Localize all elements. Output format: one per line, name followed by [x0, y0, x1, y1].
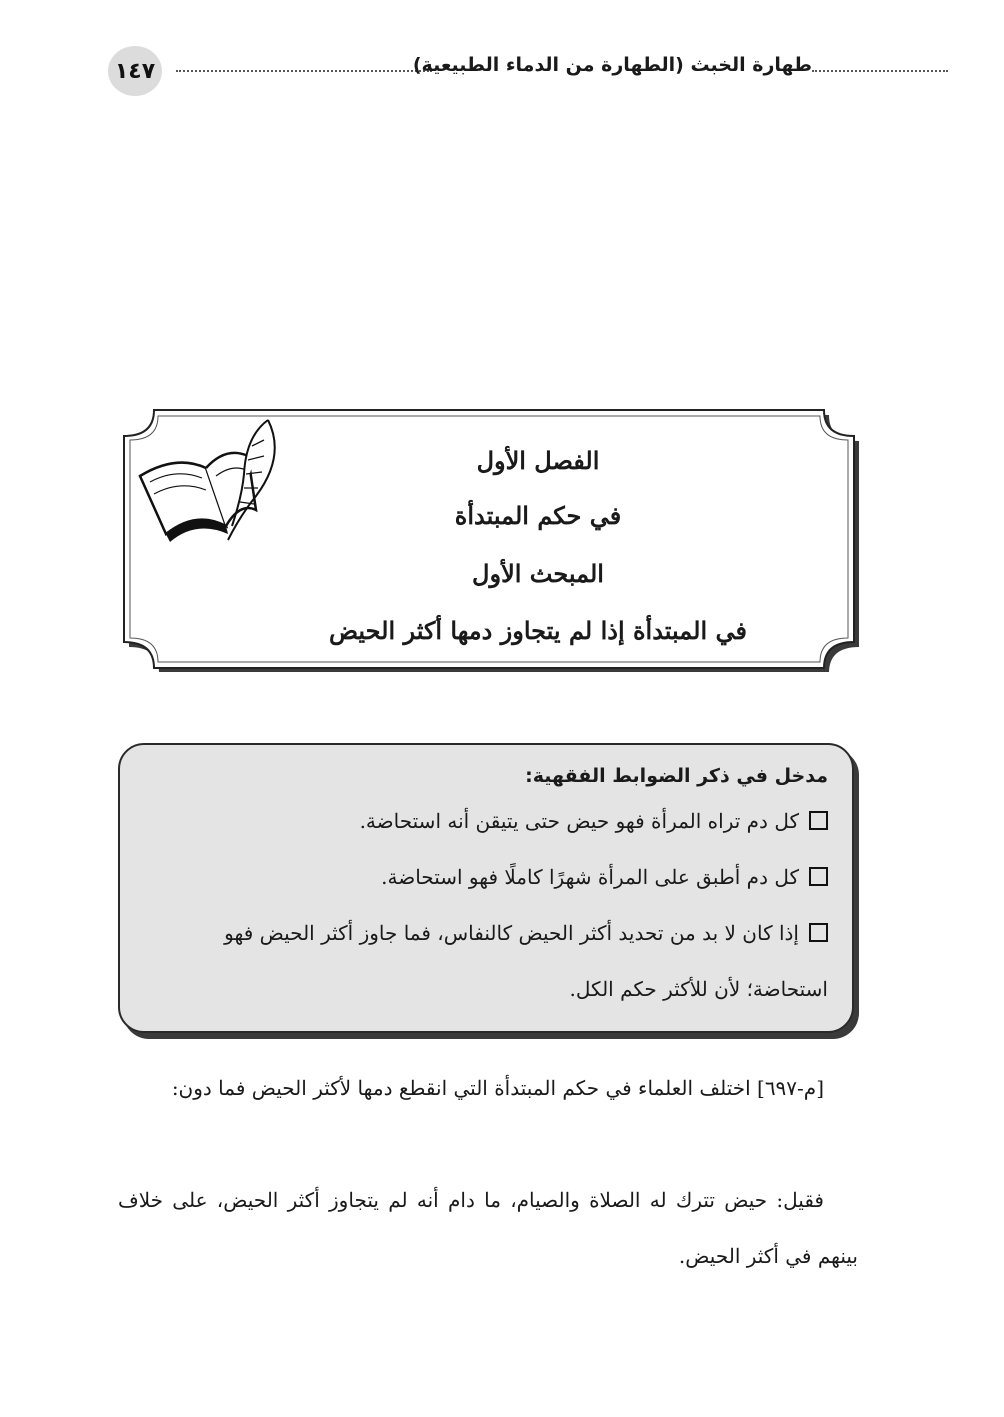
chapter-heading: الفصل الأول	[476, 446, 600, 475]
checkbox-bullet-icon	[809, 811, 828, 830]
section-heading: المبحث الأول	[472, 559, 604, 588]
checkbox-bullet-icon	[809, 923, 828, 942]
rule-item	[138, 905, 828, 1017]
rule-text: كل دم تراه المرأة فهو حيض حتى يتيقن أنه استحاضة.	[359, 809, 799, 833]
body-paragraph	[118, 1172, 858, 1284]
chapter-subject: في حكم المبتدأة	[454, 501, 622, 530]
paragraph-text: [م-٦٩٧] اختلف العلماء في حكم المبتدأة التي انقطع دمها لأكثر الحيض فما دون:	[171, 1076, 824, 1100]
body-paragraph	[118, 1060, 858, 1116]
rule-item	[138, 793, 828, 849]
chapter-title-frame	[118, 406, 860, 672]
dotted-leader-right	[812, 70, 948, 72]
checkbox-bullet-icon	[809, 867, 828, 886]
rule-text: كل دم أطبق على المرأة شهرًا كاملًا فهو استحاضة.	[381, 865, 799, 889]
rules-heading: مدخل في ذكر الضوابط الفقهية:	[525, 765, 828, 787]
running-header	[108, 46, 848, 96]
running-title: طهارة الخبث (الطهارة من الدماء الطبيعية)	[412, 54, 812, 76]
page-number: ١٤٧	[108, 46, 162, 96]
paragraph-text: فقيل: حيض تترك له الصلاة والصيام، ما دام أنه لم يتجاوز أكثر الحيض، على خلاف بينهم في أكثر الحيض.	[118, 1188, 858, 1268]
section-subject: في المبتدأة إذا لم يتجاوز دمها أكثر الحيض	[329, 616, 747, 645]
rule-text: إذا كان لا بد من تحديد أكثر الحيض كالنفاس، فما جاوز أكثر الحيض فهو استحاضة؛ لأن للأكثر حكم الكل.	[224, 921, 828, 1001]
rule-item	[138, 849, 828, 905]
dotted-leader-left	[176, 70, 432, 72]
jurisprudential-rules-box	[118, 743, 854, 1033]
book-quill-icon	[136, 416, 276, 546]
